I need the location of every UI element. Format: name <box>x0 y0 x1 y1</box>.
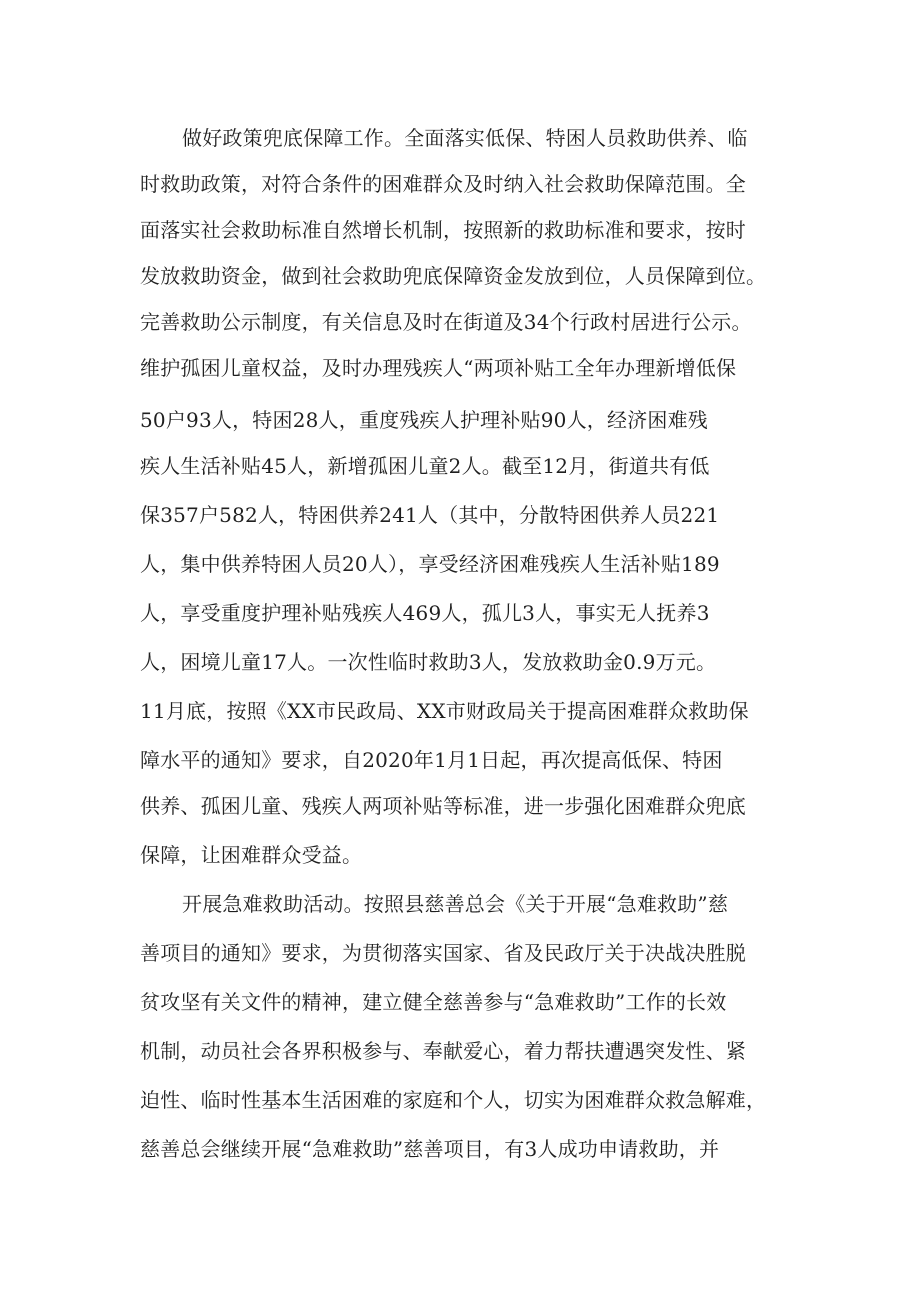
text-line: 人，集中供养特困人员20人），享受经济困难残疾人生活补贴189 <box>140 552 720 576</box>
text-line: 机制，动员社会各界积极参与、奉献爱心，着力帮扶遭遇突发性、紧 <box>140 1039 746 1063</box>
text-line: 50户93人，特困28人，重度残疾人护理补贴90人，经济困难残 <box>140 408 708 432</box>
text-line: 障水平的通知》要求，自2020年1月1日起，再次提高低保、特困 <box>140 748 723 772</box>
text-line: 11月底，按照《XX市民政局、XX市财政局关于提高困难群众救助保 <box>140 699 749 723</box>
text-line: 疾人生活补贴45人，新增孤困儿童2人。截至12月，街道共有低 <box>140 454 710 478</box>
text-line: 保357户582人，特困供养241人（其中，分散特困供养人员221 <box>140 503 720 527</box>
text-line: 人，享受重度护理补贴残疾人469人，孤儿3人，事实无人抚养3 <box>140 601 710 625</box>
text-line: 供养、孤困儿童、残疾人两项补贴等标准，进一步强化困难群众兜底 <box>140 794 746 818</box>
text-line: 人，困境儿童17人。一次性临时救助3人，发放救助金0.9万元。 <box>140 650 717 674</box>
text-line: 保障，让困难群众受益。 <box>140 843 363 867</box>
text-line: 善项目的通知》要求，为贯彻落实国家、省及民政厅关于决战决胜脱 <box>140 941 746 965</box>
text-line: 完善救助公示制度，有关信息及时在街道及34个行政村居进行公示。 <box>140 310 752 334</box>
text-line: 面落实社会救助标准自然增长机制，按照新的救助标准和要求，按时 <box>140 218 746 242</box>
text-line: 维护孤困儿童权益，及时办理残疾人“两项补贴工全年办理新增低保 <box>140 356 737 380</box>
text-line: 发放救助资金，做到社会救助兜底保障资金发放到位，人员保障到位。 <box>140 264 767 288</box>
text-line: 慈善总会继续开展“急难救助”慈善项目，有3人成功申请救助，并 <box>140 1137 720 1161</box>
text-line: 贫攻坚有关文件的精神，建立健全慈善参与“急难救助”工作的长效 <box>140 990 727 1014</box>
text-line: 做好政策兜底保障工作。全面落实低保、特困人员救助供养、临 <box>182 126 748 150</box>
text-line: 迫性、临时性基本生活困难的家庭和个人，切实为困难群众救急解难， <box>140 1088 767 1112</box>
text-line: 开展急难救助活动。按照县慈善总会《关于开展“急难救助”慈 <box>182 892 729 916</box>
text-line: 时救助政策，对符合条件的困难群众及时纳入社会救助保障范围。全 <box>140 172 746 196</box>
